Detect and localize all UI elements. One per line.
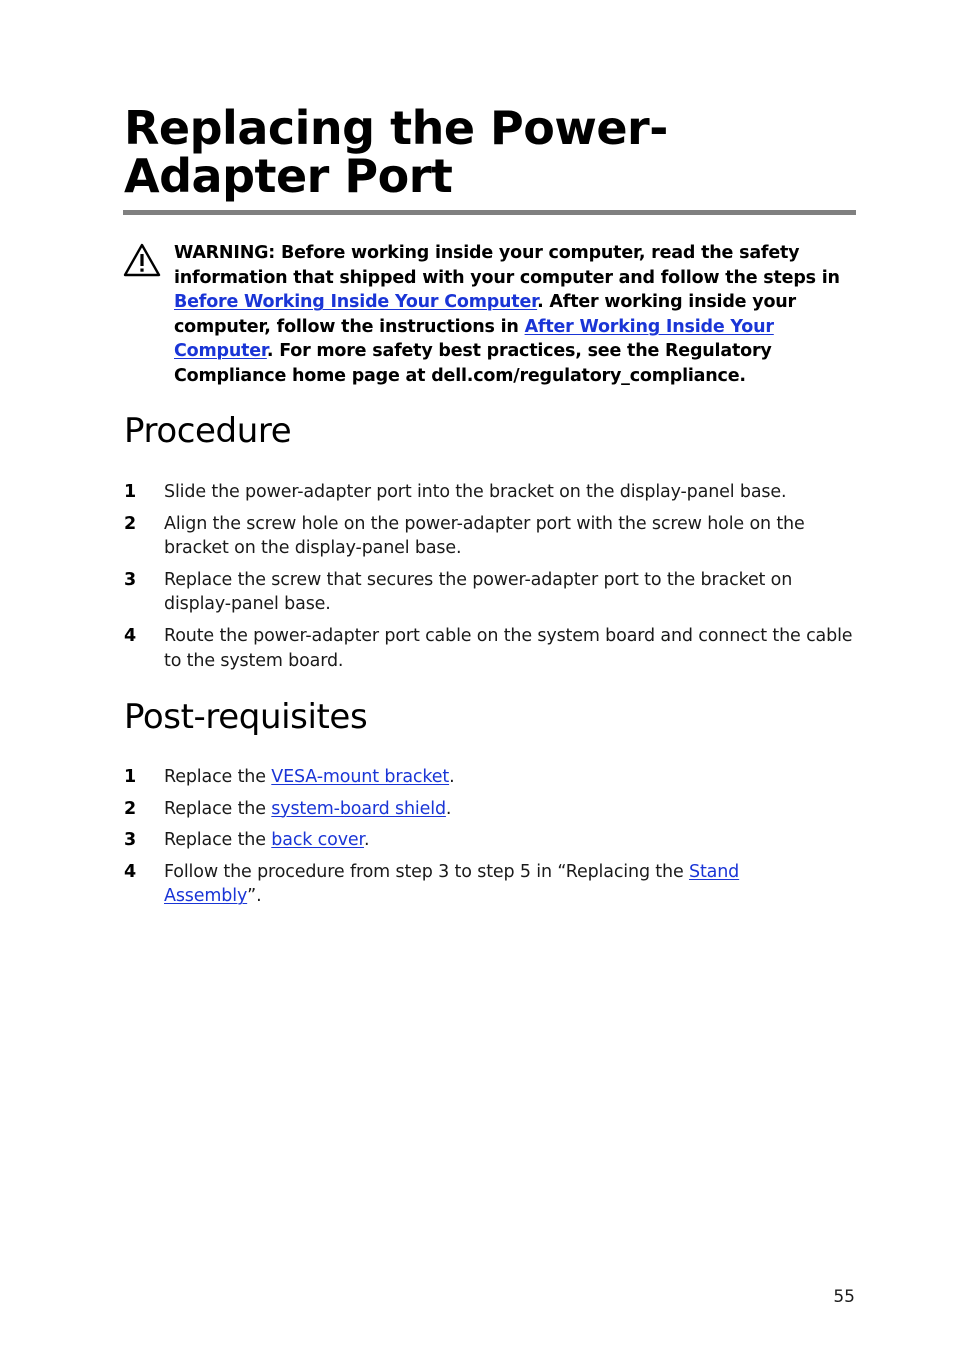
step-text: Replace the — [164, 767, 272, 787]
warning-text-part: . For more safety best practices, see the Regulatory Compliance home page at dell.com/regulatory_compliance. — [174, 341, 772, 386]
warning-text-part: WARNING: Before working inside your computer, read the safety information that shipped with your computer and follow the steps in — [174, 243, 840, 288]
step-number: 1 — [124, 482, 137, 502]
step-text: Replace the screw that secures the power-adapter port to the bracket on display-panel base. — [164, 569, 793, 615]
system-board-shield-link[interactable]: system-board shield — [271, 798, 446, 819]
procedure-step — [124, 512, 860, 561]
postrequisite-step — [124, 828, 860, 853]
after-working-link[interactable]: After Working Inside Your Computer — [174, 316, 774, 362]
postrequisite-step — [124, 860, 860, 909]
page-number: 55 — [833, 1287, 855, 1307]
step-text: Follow the procedure from step 3 to step 5 in “Replacing the — [164, 861, 689, 882]
step-text: Replace the — [164, 798, 272, 819]
postrequisites-list — [124, 765, 860, 909]
postrequisites-heading: Post-requisites — [124, 697, 368, 737]
procedure-list — [124, 480, 860, 673]
warning-triangle-icon — [123, 243, 161, 277]
vesa-mount-bracket-link[interactable]: VESA-mount bracket — [271, 767, 450, 787]
step-number: 3 — [124, 830, 137, 851]
step-text-end: . — [449, 767, 455, 787]
procedure-step — [124, 624, 860, 673]
procedure-step — [124, 568, 860, 617]
step-text: Align the screw hole on the power-adapter port with the screw hole on the bracket on the display-panel base. — [164, 513, 805, 559]
before-working-link[interactable]: Before Working Inside Your Computer — [174, 292, 538, 313]
step-number: 4 — [124, 625, 137, 646]
step-text: Replace the — [164, 830, 272, 851]
title-divider — [123, 210, 856, 215]
step-number: 2 — [124, 513, 137, 534]
step-text-end: . — [363, 830, 370, 851]
step-number: 1 — [124, 767, 137, 787]
stand-assembly-link[interactable]: Stand Assembly — [164, 861, 740, 907]
step-number: 4 — [124, 861, 137, 882]
warning-text-part: . After working inside your computer, follow the instructions in — [174, 292, 796, 337]
step-text-end: ”. — [247, 886, 262, 907]
step-text-end: . — [445, 798, 452, 819]
page-title: Replacing the Power-Adapter Port — [124, 101, 668, 203]
procedure-heading: Procedure — [124, 411, 292, 451]
step-number: 3 — [124, 569, 137, 590]
step-number: 2 — [124, 798, 137, 819]
step-text: Route the power-adapter port cable on the system board and connect the cable to the system board. — [164, 625, 853, 671]
postrequisite-step — [124, 765, 860, 790]
procedure-step — [124, 480, 860, 505]
back-cover-link[interactable]: back cover — [271, 830, 364, 851]
warning-text — [174, 241, 854, 389]
step-text: Slide the power-adapter port into the bracket on the display-panel base. — [164, 482, 787, 502]
postrequisite-step — [124, 797, 860, 822]
